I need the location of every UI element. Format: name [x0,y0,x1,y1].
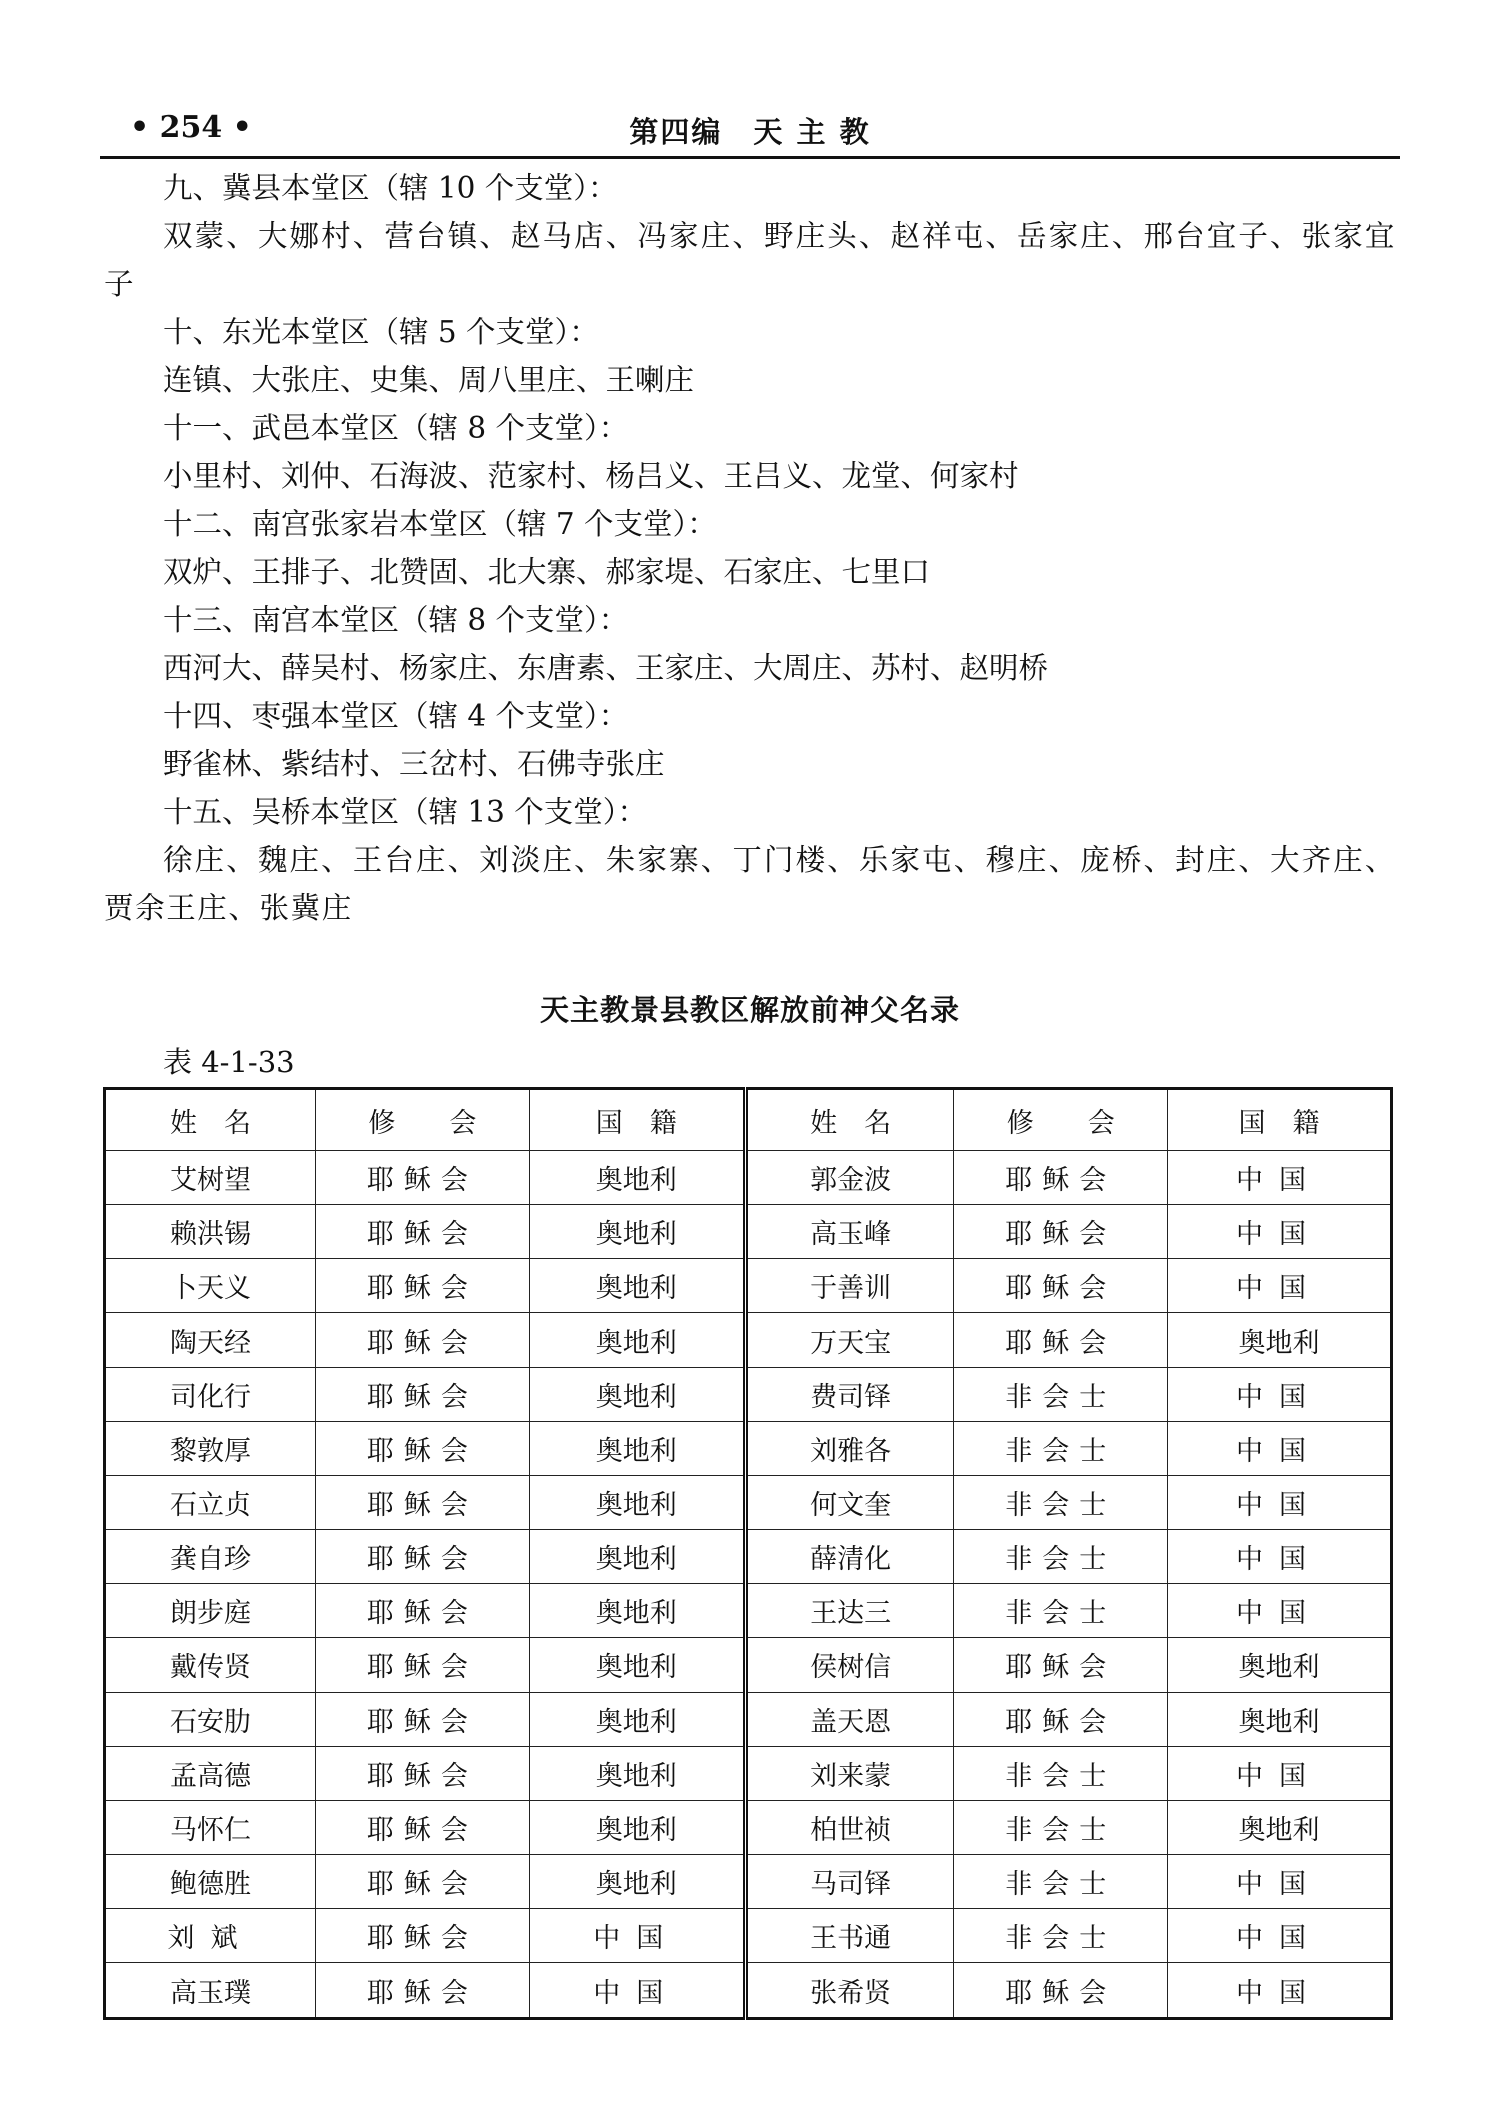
order-cell: 耶稣会 [316,1800,530,1854]
table-row [105,1855,1392,1909]
priest-name: 朗步庭 [105,1584,316,1638]
priest-name: 张希贤 [745,1963,953,2019]
order-cell: 耶稣会 [316,1638,530,1692]
nationality-cell: 中国 [1168,1855,1392,1909]
priest-name: 费司铎 [745,1367,953,1421]
order-cell: 耶稣会 [954,1963,1168,2019]
priest-name: 高玉峰 [745,1205,953,1259]
nationality-cell: 奥地利 [529,1475,745,1529]
order-cell: 耶稣会 [316,1855,530,1909]
nationality-cell: 奥地利 [529,1367,745,1421]
priest-name: 赖洪锡 [105,1205,316,1259]
nationality-cell: 奥地利 [529,1530,745,1584]
running-title: 第四编 天 主 教 [629,115,871,149]
table-row [105,1963,1392,2019]
order-cell: 耶稣会 [316,1584,530,1638]
nationality-cell: 中国 [1168,1475,1392,1529]
priest-name: 卜天义 [105,1259,316,1313]
parish-heading: 十一、武邑本堂区（辖 8 个支堂）： [163,411,629,445]
parish-branches: 西河大、薛吴村、杨家庄、东唐素、王家庄、大周庄、苏村、赵明桥 [163,651,1049,685]
priest-name: 郭金波 [745,1151,953,1205]
page-header [100,108,1400,159]
priest-table-container [103,1087,1393,2020]
priest-name: 龚自珍 [105,1530,316,1584]
parish-heading: 九、冀县本堂区（辖 10 个支堂）： [163,171,618,205]
order-cell: 非会士 [954,1855,1168,1909]
nationality-cell: 中国 [1168,1259,1392,1313]
priest-name: 刘斌 [105,1909,316,1963]
nationality-cell: 奥地利 [529,1313,745,1367]
order-cell: 耶稣会 [954,1151,1168,1205]
order-cell: 非会士 [954,1909,1168,1963]
priest-name: 石立贞 [105,1475,316,1529]
order-cell: 耶稣会 [316,1259,530,1313]
table-number: 表 4-1-33 [163,1045,295,1079]
parish-heading: 十四、枣强本堂区（辖 4 个支堂）： [163,699,629,733]
order-cell: 非会士 [954,1800,1168,1854]
order-cell: 耶稣会 [316,1367,530,1421]
nationality-cell: 中国 [1168,1205,1392,1259]
order-cell: 耶稣会 [316,1746,530,1800]
nationality-cell: 中国 [1168,1367,1392,1421]
nationality-cell: 中国 [1168,1151,1392,1205]
table-row [105,1367,1392,1421]
nationality-cell: 中国 [1168,1909,1392,1963]
priest-name: 司化行 [105,1367,316,1421]
nationality-cell: 奥地利 [529,1638,745,1692]
parish-branches: 小里村、刘仲、石海波、范家村、杨吕义、王吕义、龙堂、何家村 [163,459,1019,493]
priest-name: 薛清化 [745,1530,953,1584]
priest-name: 戴传贤 [105,1638,316,1692]
nationality-cell: 中国 [1168,1746,1392,1800]
priest-name: 高玉璞 [105,1963,316,2019]
table-row [105,1421,1392,1475]
column-header: 国 籍 [529,1089,745,1151]
column-header: 修 会 [316,1089,530,1151]
priest-name: 陶天经 [105,1313,316,1367]
parish-branches: 双炉、王排子、北赞固、北大寨、郝家堤、石家庄、七里口 [163,555,931,589]
priest-name: 刘雅各 [745,1421,953,1475]
parish-branches: 野雀林、紫结村、三岔村、石佛寺张庄 [163,747,665,781]
order-cell: 耶稣会 [316,1963,530,2019]
priest-name: 刘来蒙 [745,1746,953,1800]
table-row [105,1638,1392,1692]
column-header: 姓 名 [105,1089,316,1151]
order-cell: 非会士 [954,1530,1168,1584]
priest-name: 万天宝 [745,1313,953,1367]
nationality-cell: 奥地利 [529,1692,745,1746]
table-row [105,1746,1392,1800]
parish-list [104,164,1396,932]
column-header: 姓 名 [745,1089,953,1151]
priest-name: 艾树望 [105,1151,316,1205]
priest-name: 马怀仁 [105,1800,316,1854]
parish-branches: 连镇、大张庄、史集、周八里庄、王喇庄 [163,363,695,397]
order-cell: 耶稣会 [316,1909,530,1963]
nationality-cell: 中国 [1168,1530,1392,1584]
table-row [105,1800,1392,1854]
table-body [105,1151,1392,2019]
nationality-cell: 奥地利 [529,1800,745,1854]
nationality-cell: 中国 [529,1963,745,2019]
parish-branches: 徐庄、魏庄、王台庄、刘淡庄、朱家寨、丁门楼、乐家屯、穆庄、庞桥、封庄、大齐庄、贾余王庄、张冀庄 [104,843,1396,925]
priest-name: 何文奎 [745,1475,953,1529]
column-header: 修 会 [954,1089,1168,1151]
parish-heading: 十五、吴桥本堂区（辖 13 个支堂）： [163,795,648,829]
order-cell: 耶稣会 [954,1638,1168,1692]
page-number: • 254 • [130,110,252,145]
priest-name: 王达三 [745,1584,953,1638]
order-cell: 耶稣会 [316,1205,530,1259]
table-title: 天主教景县教区解放前神父名录 [539,993,960,1027]
order-cell: 耶稣会 [316,1475,530,1529]
nationality-cell: 奥地利 [529,1855,745,1909]
priest-name: 鲍德胜 [105,1855,316,1909]
parish-heading: 十三、南宫本堂区（辖 8 个支堂）： [163,603,629,637]
priest-name: 黎敦厚 [105,1421,316,1475]
order-cell: 耶稣会 [316,1692,530,1746]
order-cell: 非会士 [954,1746,1168,1800]
table-row [105,1475,1392,1529]
order-cell: 耶稣会 [316,1421,530,1475]
table-header-row [105,1089,1392,1151]
order-cell: 耶稣会 [954,1313,1168,1367]
priest-name: 马司铎 [745,1855,953,1909]
table-row [105,1151,1392,1205]
column-header: 国 籍 [1168,1089,1392,1151]
table-row [105,1909,1392,1963]
priest-name: 盖天恩 [745,1692,953,1746]
order-cell: 耶稣会 [954,1692,1168,1746]
priest-name: 石安肋 [105,1692,316,1746]
table-row [105,1692,1392,1746]
nationality-cell: 中国 [529,1909,745,1963]
priest-name: 柏世祯 [745,1800,953,1854]
parish-branches: 双蒙、大娜村、营台镇、赵马店、冯家庄、野庄头、赵祥屯、岳家庄、邢台宜子、张家宜子 [104,219,1396,301]
nationality-cell: 奥地利 [529,1205,745,1259]
table-row [105,1205,1392,1259]
nationality-cell: 奥地利 [1168,1313,1392,1367]
priest-name: 侯树信 [745,1638,953,1692]
nationality-cell: 中国 [1168,1584,1392,1638]
priest-name: 王书通 [745,1909,953,1963]
table-row [105,1530,1392,1584]
table-row [105,1313,1392,1367]
parish-heading: 十二、南宫张家岩本堂区（辖 7 个支堂）： [163,507,717,541]
nationality-cell: 奥地利 [529,1259,745,1313]
order-cell: 耶稣会 [954,1205,1168,1259]
nationality-cell: 中国 [1168,1421,1392,1475]
nationality-cell: 奥地利 [529,1584,745,1638]
order-cell: 非会士 [954,1475,1168,1529]
priest-name: 孟高德 [105,1746,316,1800]
order-cell: 耶稣会 [316,1530,530,1584]
nationality-cell: 奥地利 [529,1421,745,1475]
table-row [105,1584,1392,1638]
table-row [105,1259,1392,1313]
order-cell: 耶稣会 [316,1313,530,1367]
order-cell: 耶稣会 [954,1259,1168,1313]
order-cell: 非会士 [954,1367,1168,1421]
order-cell: 非会士 [954,1584,1168,1638]
priest-table [103,1087,1393,2020]
nationality-cell: 中国 [1168,1963,1392,2019]
order-cell: 耶稣会 [316,1151,530,1205]
parish-heading: 十、东光本堂区（辖 5 个支堂）： [163,315,599,349]
nationality-cell: 奥地利 [529,1746,745,1800]
nationality-cell: 奥地利 [1168,1638,1392,1692]
order-cell: 非会士 [954,1421,1168,1475]
nationality-cell: 奥地利 [1168,1800,1392,1854]
nationality-cell: 奥地利 [529,1151,745,1205]
priest-name: 于善训 [745,1259,953,1313]
nationality-cell: 奥地利 [1168,1692,1392,1746]
